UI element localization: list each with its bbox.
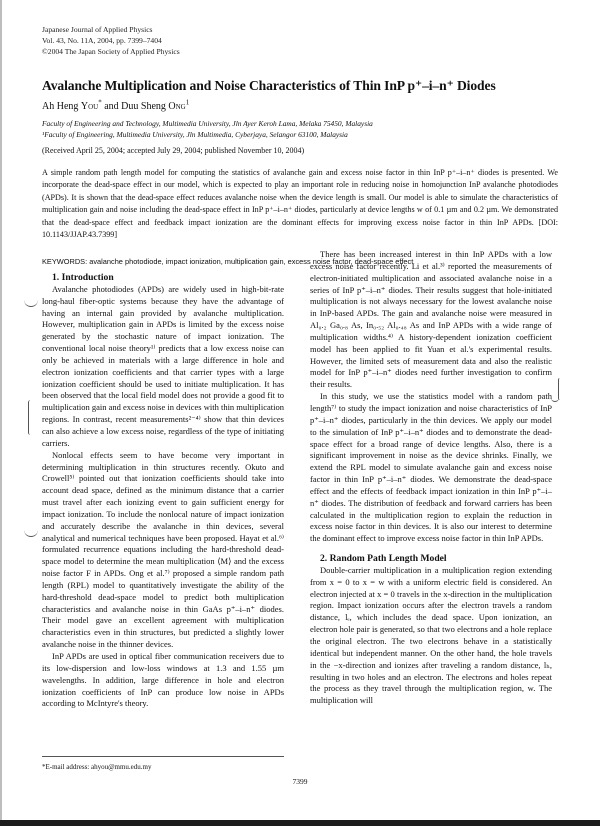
journal-volume: Vol. 43, No. 11A, 2004, pp. 7399–7404 [42, 36, 162, 45]
intro-paragraph: There has been increased interest in thin InP APDs with a low excess noise factor recently. Li et al.³⁾ reported the measurements of electron-initiated multiplication and associated avalanche noise in a series of InP p⁺–i–n⁺ diodes. Their results suggest that hole-initiated multiplication is not always necessary for the lowest avalanche noise in InP-based APDs. The gain and avalanche noise were measured in Al₀.₂ Ga₀.₈ As, In₀.₅₂ Al₀.₄₈ As and InP APDs with a wide range of multiplication widths.⁴⁾ A history-dependent ionization coefficient model has been applied to fit Yuan et al.'s experimental results. However, the limited sets of measurement data and also the realistic model for InP p⁺–i–n⁺ diodes need further investigation to confirm their results. [310, 249, 552, 390]
scan-bottom-edge [0, 820, 600, 826]
footnote-email: *E-mail address: ahyou@mmu.edu.my [42, 763, 152, 771]
intro-paragraph: In this study, we use the statistics model with a random path length⁷⁾ to study the impact ionization and noise characteristics of InP p⁺–i–n⁺ diodes, particularly in the thin devices. We apply our model to the simulation of InP p⁺–i–n⁺ diodes and to demonstrate the dead-space effect for a broad range of device lengths. Also, there is a significant improvement in noise as the device shrinks. Finally, we extend the RPL model to simulate avalanche gain and excess noise factor in thin InP p⁺–i–n⁺ diodes. We demonstrate the dead-space effect and the effects of feedback impact ionization in thin InP p⁺–i–n⁺ diodes. The distribution of feedback and forward carriers has been calculated in the multiplication region to explain the reduction in excess noise factor in thin devices. It is also our interest to determine the dominant effect to improve excess noise factor in thin InP APDs. [310, 391, 552, 544]
author-connector: and Duu Sheng [101, 101, 169, 112]
affiliation-2: ¹Faculty of Engineering, Multimedia University, Jln Multimedia, Cyberjaya, Selangor 63100, Malaysia [42, 130, 348, 139]
section-heading-introduction: 1. Introduction [52, 272, 114, 283]
section-heading-rpl-model: 2. Random Path Length Model [320, 553, 447, 565]
handwritten-mark [24, 300, 38, 307]
received-dates: (Received April 25, 2004; accepted July 29, 2004; published November 10, 2004) [42, 146, 305, 155]
intro-paragraph: Avalanche photodiodes (APDs) are widely used in high-bit-rate long-haul fiber-optic systems because they have the advantage of having an internal gain provided by avalanche multiplication. However, multiplication gain in APDs is limited by the excess noise generated by the stochastic nature of impact ionization. The conventional local noise theory¹⁾ predicts that a low excess noise can only be achieved in materials with a large difference in hole and electron ionization coefficients and that carrier types with a large ionization coefficient should be used to initiate multiplication. It has been observed that the local field model does not provide a good fit to multiplication gain and excess noise in devices with thin multiplication regions. In contrast, recent measurements²⁻⁴⁾ show that thin devices can also achieve a low excess noise, regardless of the type of initiating carriers. [42, 283, 284, 448]
intro-paragraph: InP APDs are used in optical fiber communication receivers due to its low-dispersion and low-loss windows at 1.3 and 1.55 µm wavelengths. In addition, large difference in hole and electron ionization coefficients of InP can produce low noise in APDs according to McIntyre's theory. [42, 651, 284, 709]
author2-mark: 1 [185, 98, 190, 107]
rpl-paragraph: Double-carrier multiplication in a multiplication region extending from x = 0 to x = w with a uniform electric field is considered. An electron injected at x = 0 travels in the x-direction in the multiplication region. Impact ionization occurs after the electron travels a random distance, lₑ, which includes the dead space. Upon ionization, an electron hole pair is generated, so that two electrons and a hole replace the original electron. The two electrons behave in a statistically identical but independent manner. On the other hand, the hole travels in the −x-direction and ionizes after traveling a random distance, lₕ, resulting in two holes and an electron. The electrons and holes repeat the process as they travel through the multiplication region, w. The multiplication will [310, 564, 552, 706]
page-number: 7399 [292, 777, 308, 786]
journal-copyright: ©2004 The Japan Society of Applied Physics [42, 47, 180, 56]
author2-family: Ong [168, 101, 186, 112]
keywords: KEYWORDS: avalanche photodiode, impact ionization, multiplication gain, excess noise factor, dead-space effect [42, 257, 414, 266]
author1-given: Ah Heng [42, 101, 81, 112]
intro-paragraph: Nonlocal effects seem to have become very important in determining multiplication in thin structures recently. Okuto and Crowell⁵⁾ pointed out that ionization coefficients should take into account dead space, defined as the minimum distance that a carrier must travel after each ionizing event to gain sufficient energy for impact ionization. To include the nonlocal nature of impact ionization and accurately describe the avalanche in thin devices, several analytical and numerical techniques have been proposed. Hayat et al.⁶⁾ formulated recurrence equations including the hard-threshold dead-space model to determine the mean multiplication ⟨M⟩ and the excess noise factor F in APDs. Ong et al.⁷⁾ proposed a simple random path length (RPL) model to quantitatively investigate the ability of the hard-threshold dead-space model to predict both multiplication characteristics and avalanche noise in thin GaAs p⁺–i–n⁺ diodes. Their model gave an excellent agreement with multiplication characteristics even in thin structures, but predicted a slightly lower avalanche noise in the thinner devices. [42, 449, 284, 650]
affiliation-1: Faculty of Engineering and Technology, Multimedia University, Jln Ayer Keroh Lama, Melaka 75450, Malaysia [42, 119, 373, 128]
paper-title: Avalanche Multiplication and Noise Characteristics of Thin InP p⁺–i–n⁺ Diodes [42, 78, 496, 93]
author-line [42, 98, 190, 112]
author1-family: You [80, 101, 99, 112]
handwritten-mark [24, 530, 38, 537]
left-column [42, 272, 284, 710]
abstract: A simple random path length model for computing the statistics of avalanche gain and excess noise factor in thin InP p⁺–i–n⁺ diodes is presented. We incorporate the dead-space effect in our model, which is expected to play an important role in reducing noise in homojunction InP avalanche photodiodes (APDs). It is shown that the dead-space effect reduces avalanche noise when the device length is small. Our model is able to simulate the characteristics of multiplication gain and noise including the dead-space effect in InP p⁺–i–n⁺ diodes, particularly at device lengths w of 0.1 µm and 0.2 µm. We demonstrated that the dead-space effect and feedback impact ionization are the dominant effects for improving excess noise factor in thin InP APDs. [DOI: 10.1143/JJAP.43.7399] [42, 168, 558, 240]
handwritten-bracket [28, 400, 33, 435]
footnote-divider [42, 756, 284, 757]
right-column [310, 249, 552, 707]
journal-name: Japanese Journal of Applied Physics [42, 25, 153, 34]
scan-left-edge [0, 0, 2, 826]
journal-header [42, 24, 180, 57]
author1-mark: * [98, 98, 102, 107]
handwritten-mark [551, 397, 559, 402]
